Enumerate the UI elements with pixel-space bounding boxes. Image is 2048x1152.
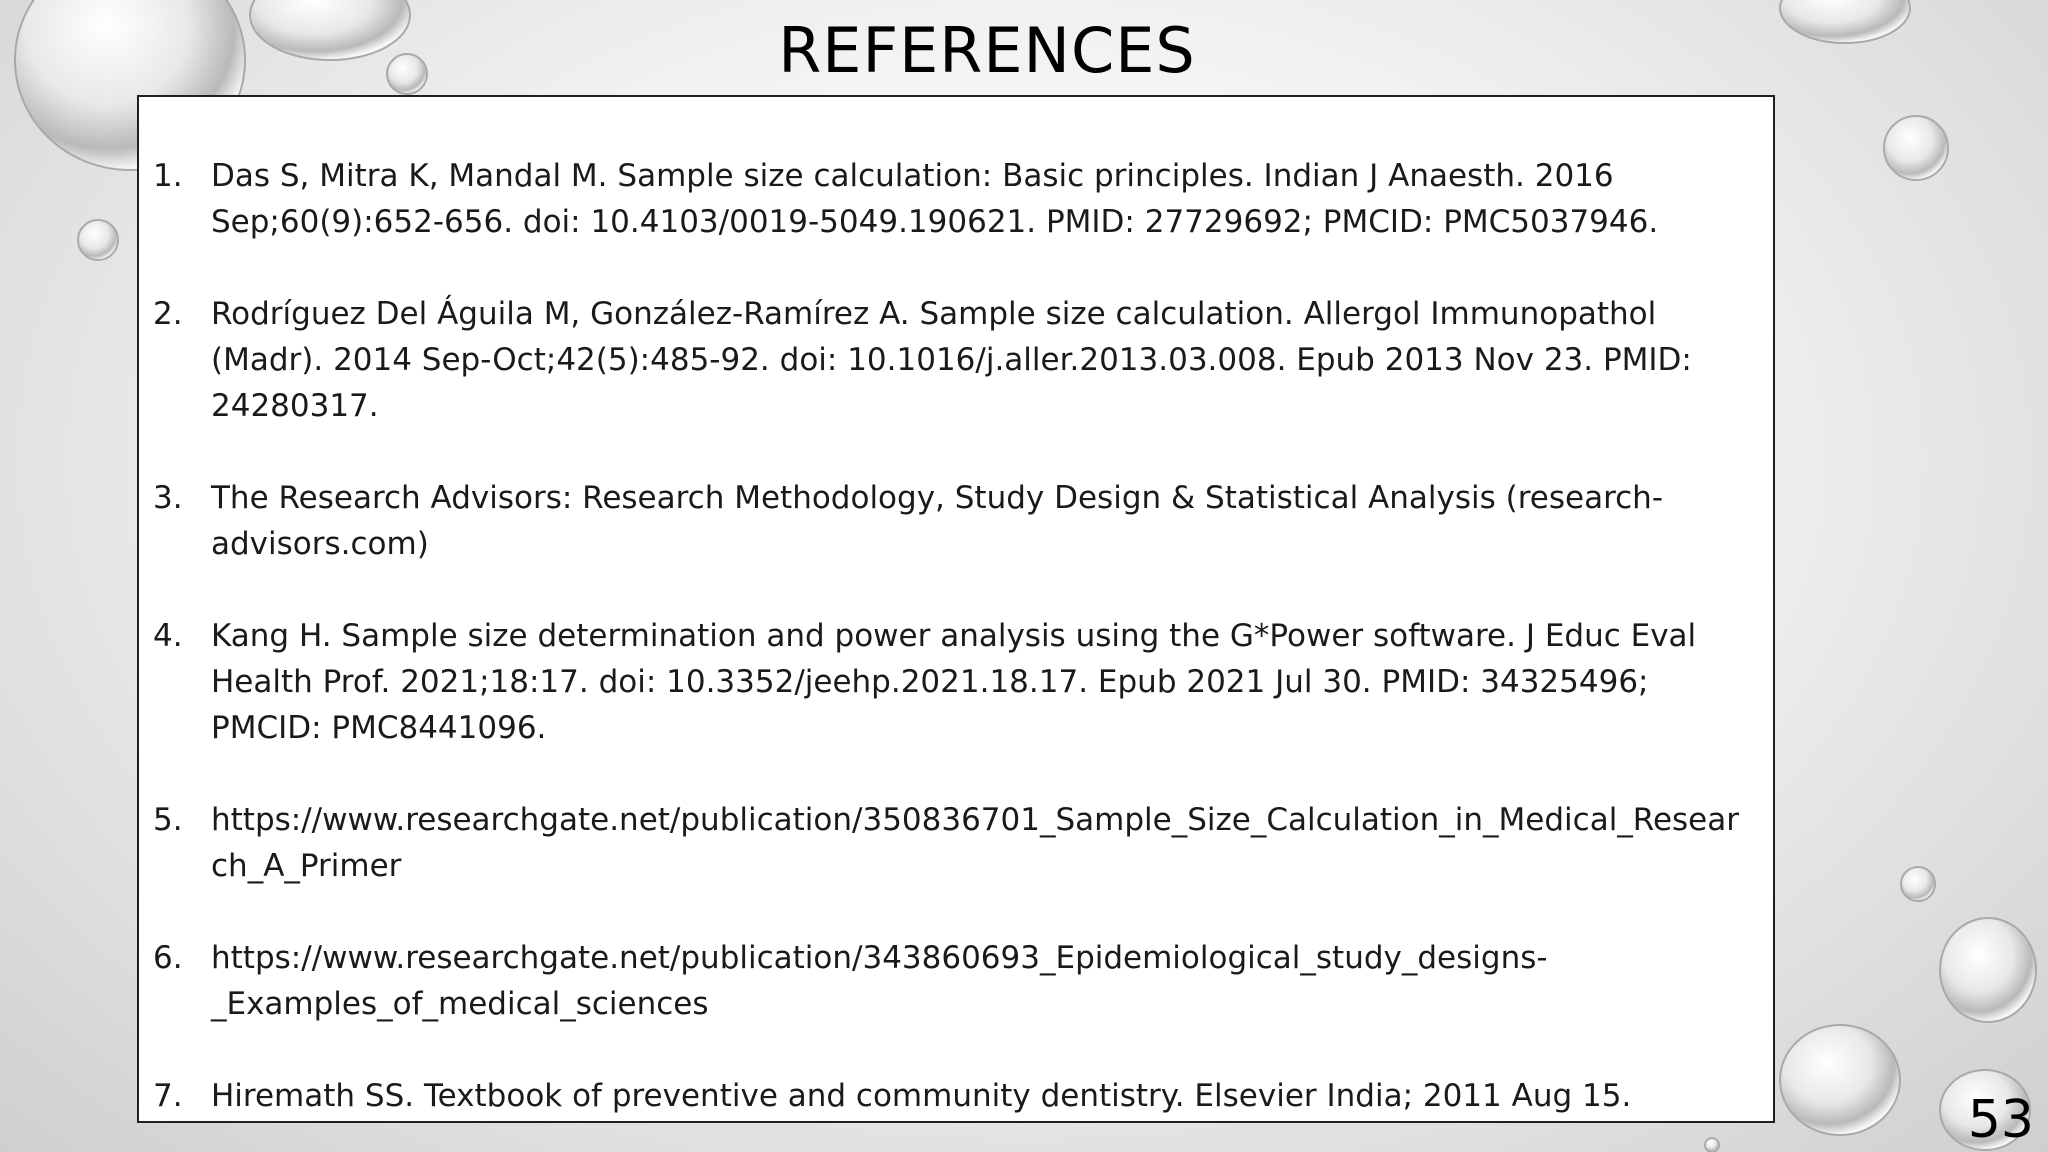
slide-title: REFERENCES xyxy=(778,14,1196,87)
reference-text: Kang H. Sample size determination and power analysis using the G*Power software. J Educ Eval Health Prof. 2021;18:17. doi: 10.3352/jeehp.2021.18.17. Epub 2021 Jul 30. PMID: 34325496; PMCID: PMC8441096. xyxy=(211,618,1697,746)
reference-item xyxy=(153,153,1743,245)
reference-item xyxy=(153,797,1743,889)
reference-number: 1. xyxy=(153,158,183,194)
reference-number: 5. xyxy=(153,802,183,838)
reference-number: 2. xyxy=(153,296,183,332)
reference-item xyxy=(153,935,1743,1027)
reference-text: The Research Advisors: Research Methodology, Study Design & Statistical Analysis (research-advisors.com) xyxy=(211,480,1664,562)
reference-number: 4. xyxy=(153,618,183,654)
references-box xyxy=(137,95,1775,1123)
page-number: 53 xyxy=(1967,1090,2034,1150)
reference-number: 7. xyxy=(153,1078,183,1114)
reference-link-text[interactable]: https://www.researchgate.net/publication/350836701_Sample_Size_Calculation_in_Medical_Research_A_Primer xyxy=(211,802,1739,884)
reference-link-text[interactable]: https://www.researchgate.net/publication/343860693_Epidemiological_study_designs-_Examples_of_medical_sciences xyxy=(211,940,1548,1022)
reference-text: Rodríguez Del Águila M, González-Ramírez A. Sample size calculation. Allergol Immunopathol (Madr). 2014 Sep-Oct;42(5):485-92. doi: 10.1016/j.aller.2013.03.008. Epub 2013 Nov 23. PMID: 24280317. xyxy=(211,296,1692,424)
reference-item xyxy=(153,291,1743,429)
reference-text: Das S, Mitra K, Mandal M. Sample size calculation: Basic principles. Indian J Anaesth. 2016 Sep;60(9):652-656. doi: 10.4103/0019-5049.190621. PMID: 27729692; PMCID: PMC5037946. xyxy=(211,158,1659,240)
reference-number: 6. xyxy=(153,940,183,976)
reference-list xyxy=(153,153,1743,1123)
reference-number: 3. xyxy=(153,480,183,516)
reference-text: Hiremath SS. Textbook of preventive and community dentistry. Elsevier India; 2011 Aug 15. xyxy=(211,1078,1632,1114)
reference-item xyxy=(153,613,1743,751)
reference-item xyxy=(153,1073,1743,1119)
reference-item xyxy=(153,475,1743,567)
